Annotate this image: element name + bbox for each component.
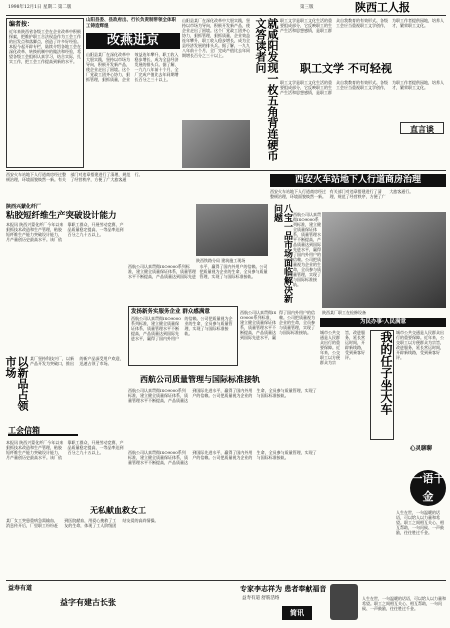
bottom-ad-sub: 益寿有道 舒筋活络 [242,596,280,601]
top-left-story [86,18,180,168]
photo-right-caption: 陕西某厂职工在检修设备 [322,310,366,315]
right-mid-body-right: 城市公共交通是人民群众出行的重要保障。近年来，公交职工以方便群众为宗旨，改进服务，延长营运时间，开辟新线路，受到乘客好评。 [396,330,444,360]
vertical-headline-coin: 就咸阳发现一枚五角背连硬币文答读者问 [254,18,279,161]
left-bottom-headline: 无私献血救女工 [90,505,146,515]
mid-box-headline: 发扬新务实服务企业 群众感满意 [131,309,210,315]
banner-right-body: 西安火车站地下人行道商房经过整顿治理，环境面貌焕然一新。有关部门对违章搭建进行了清理，规范了经营秩序，方便了广大旅客通行。 [270,189,414,199]
photo-center [196,204,268,256]
editor-note-body: 近年来陕西省各级工会在企业改革中积极探索，把维护职工合法权益作为工会工作的出发点和落脚点，创造了许多好经验。本报今起开辟专栏，陆续介绍各地工会在深化改革、转换机制中的做法和经验，希望各级工会组织认真学习，结合实际，扎实工作，把工会工作提高到新的水平。 [9,29,81,64]
right-bottom-headline: 一语千金 [410,470,446,506]
new-product-headline: 以新品占领市场 [4,356,29,411]
bottom-ad-logo: 益寿有道 [8,585,33,592]
bottom-small-label: 简讯 [282,606,312,620]
right-mid-body-left: 城市公共交通是人民群众出行的重要保障。近年来，公交职工以方便群众为宗旨，改进服务，延长营运时间，开辟新线路，受到乘客好评。 [320,330,365,365]
top-left-body: 山阳县某厂在深化改革中大胆实践，坚持以市场为导向，积极开发新产品，使企业走出了困境。这个厂党政工团齐心协力，狠抓管理，狠抓质量，企业效益连年攀升，职工收入稳步增长，成为全县经济发展的排头兵。据了解，一九九八年前十个月，全厂完成产值比去年同期增长百分之三十以上。 [86,52,179,82]
bottom-ad-title: 益字有建古长张 [60,597,116,607]
edition-label: 第三版 [300,5,314,10]
mid-center-headline: 西航公司质量管理与国际标准接轨 [140,374,260,384]
masthead: 陕西工人报 [355,1,410,14]
section-rule-1 [6,170,446,171]
left-logo: 工会信箱 [8,424,78,436]
mid-vertical-headline: 八宝一品市场面临解决新问题 [272,204,292,303]
new-product-body: 某厂坚持科技兴厂，以新产品开发为突破口，推出的新产品深受用户欢迎，迅速占领了市场。 [30,356,124,366]
right-mid-column-tag: 为民办事·人民满意 [320,318,446,327]
left-column-body: 本报讯 陕西兴蒙化纤厂今年以来狠抓技术改造和生产管理，粘胶短纤维生产能力突破设计能力，月产量创历史最高水平。该厂依靠职工群众，开展劳动竞赛，产品质量稳定提高，一等品率达到百分之九十五以上。 [6,440,124,460]
mid-left-story [6,204,126,354]
mid-box-body: 西航公司认真贯彻ISO9000系列标准，建立健全质量保证体系，质量管理水平不断提高，产品质量达到国际先进水平，赢得了国内外用户的信赖。公司把质量视为企业的生命，全员参与质量管理，实现了与国际标准接轨。 [131,316,233,341]
center-lower-body: 西航公司认真贯彻ISO9000系列标准，建立健全质量保证体系，质量管理水平不断提高，产品质量达到国际先进水平，赢得了国内外用户的信赖。公司把质量视为企业的生命，全员参与质量管理，实现了与国际标准接轨。 [128,450,317,465]
editor-note-title: 编者按： [9,21,34,28]
bottom-ad-body: 人生在世，一句温暖的话语，可以给人以力量和希望。职工之间相互关心、相互帮助，一句问候、一声鼓励，往往胜过千金。 [362,596,446,611]
top-right-upper-body: 职工文学是职工文化生活的重要组成部分，它反映职工的生产生活和思想感情，是职工群众自我教育的有效形式。各级工会应当重视职工文学创作，为职工作者提供园地，培养人才，繁荣职工文化。 [280,18,444,33]
top-right-body: 职工文学是职工文化生活的重要组成部分，它反映职工的生产生活和思想感情，是职工群众自我教育的有效形式。各级工会应当重视职工文学创作，为职工作者提供园地，培养人才，繁荣职工文化。 [280,80,444,95]
right-bottom-column-tag: 心灵聊聊 [409,446,432,452]
editor-note-box [6,18,84,168]
right-bottom-body: 人生在世，一句温暖的话语，可以给人以力量和希望。职工之间相互关心、相互帮助，一句问候、一声鼓励，往往胜过千金。 [396,510,444,535]
mid-center-right-body: 西航公司认真贯彻ISO9000系列标准，建立健全质量保证体系，质量管理水平不断提高，产品质量达到国际先进水平，赢得了国内外用户的信赖。公司把质量视为企业的生命，全员参与质量管理，实现了与国际标准接轨。 [293,212,321,287]
mid-left-body: 本报讯 陕西兴蒙化纤厂今年以来狠抓技术改造和生产管理，粘胶短纤维生产能力突破设计能力，月产量创历史最高水平。该厂依靠职工群众，开展劳动竞赛，产品质量稳定提高，一等品率达到百分之九十五以上。 [6,222,124,242]
top-center-body: 山阳县某厂在深化改革中大胆实践，坚持以市场为导向，积极开发新产品，使企业走出了困境。这个厂党政工团齐心协力，狠抓管理，狠抓质量，企业效益连年攀升，职工收入稳步增长，成为全县经济发展的排头兵。据了解，一九九八年前十个月，全厂完成产值比去年同期增长百分之三十以上。 [182,18,250,58]
mid-left-headline: 粘胶短纤维生产突破设计能力 [6,211,117,221]
section-rule-2 [6,580,446,581]
top-center-photo [182,120,250,168]
top-right-headline: 职工文学 不可轻视 [300,62,392,75]
mid-left-kicker: 陕西兴蒙化纤厂 [6,204,42,210]
photo-center-caption: 陕西铁路分局 建筑施工现场 [196,258,246,263]
banner-headline: 西安火车站地下人行道商房治理 [270,174,446,187]
photo-right [322,212,446,308]
left-bottom-body: 某厂女工突患重病急需输血，消息传开后，厂里职工纷纷赶到医院献血，用爱心挽救了工友的生命，体现了工人阶级团结友爱的高尚情操。 [6,518,159,528]
top-right-column-tag: 直言谈 [400,122,444,134]
date-line: 1998年12月1日 星期二 第二版 [8,5,72,10]
right-mid-vertical-headline: 我的任子坐大车 [370,330,394,440]
header-rule [6,15,446,16]
mid-lower-body: 西航公司认真贯彻ISO9000系列标准，建立健全质量保证体系，质量管理水平不断提高，产品质量达到国际先进水平，赢得了国内外用户的信赖。公司把质量视为企业的生命，全员参与质量管理，实现了与国际标准接轨。 [240,310,315,340]
top-left-kicker: 山阳县委、县政府出、行长负责制带领全体职工铸造辉煌 [86,18,176,29]
mid-box [128,306,238,366]
mid-center-lower-body: 西航公司认真贯彻ISO9000系列标准，建立健全质量保证体系，质量管理水平不断提高，产品质量达到国际先进水平，赢得了国内外用户的信赖。公司把质量视为企业的生命，全员参与质量管理，实现了与国际标准接轨。 [128,388,317,403]
banner-left-body: 西安火车站地下人行道商房经过整顿治理，环境面貌焕然一新。有关部门对违章搭建进行了清理，规范了经营秩序，方便了广大旅客通行。 [6,172,143,182]
top-left-headline: 改燕进京 [86,33,180,49]
bottom-ad-banner: 专家李志祥为 患者奉献福音 [240,584,327,593]
mid-center-body: 西航公司认真贯彻ISO9000系列标准，建立健全质量保证体系，质量管理水平不断提高，产品质量达到国际先进水平，赢得了国内外用户的信赖。公司把质量视为企业的生命，全员参与质量管理，实现了与国际标准接轨。 [128,264,268,279]
